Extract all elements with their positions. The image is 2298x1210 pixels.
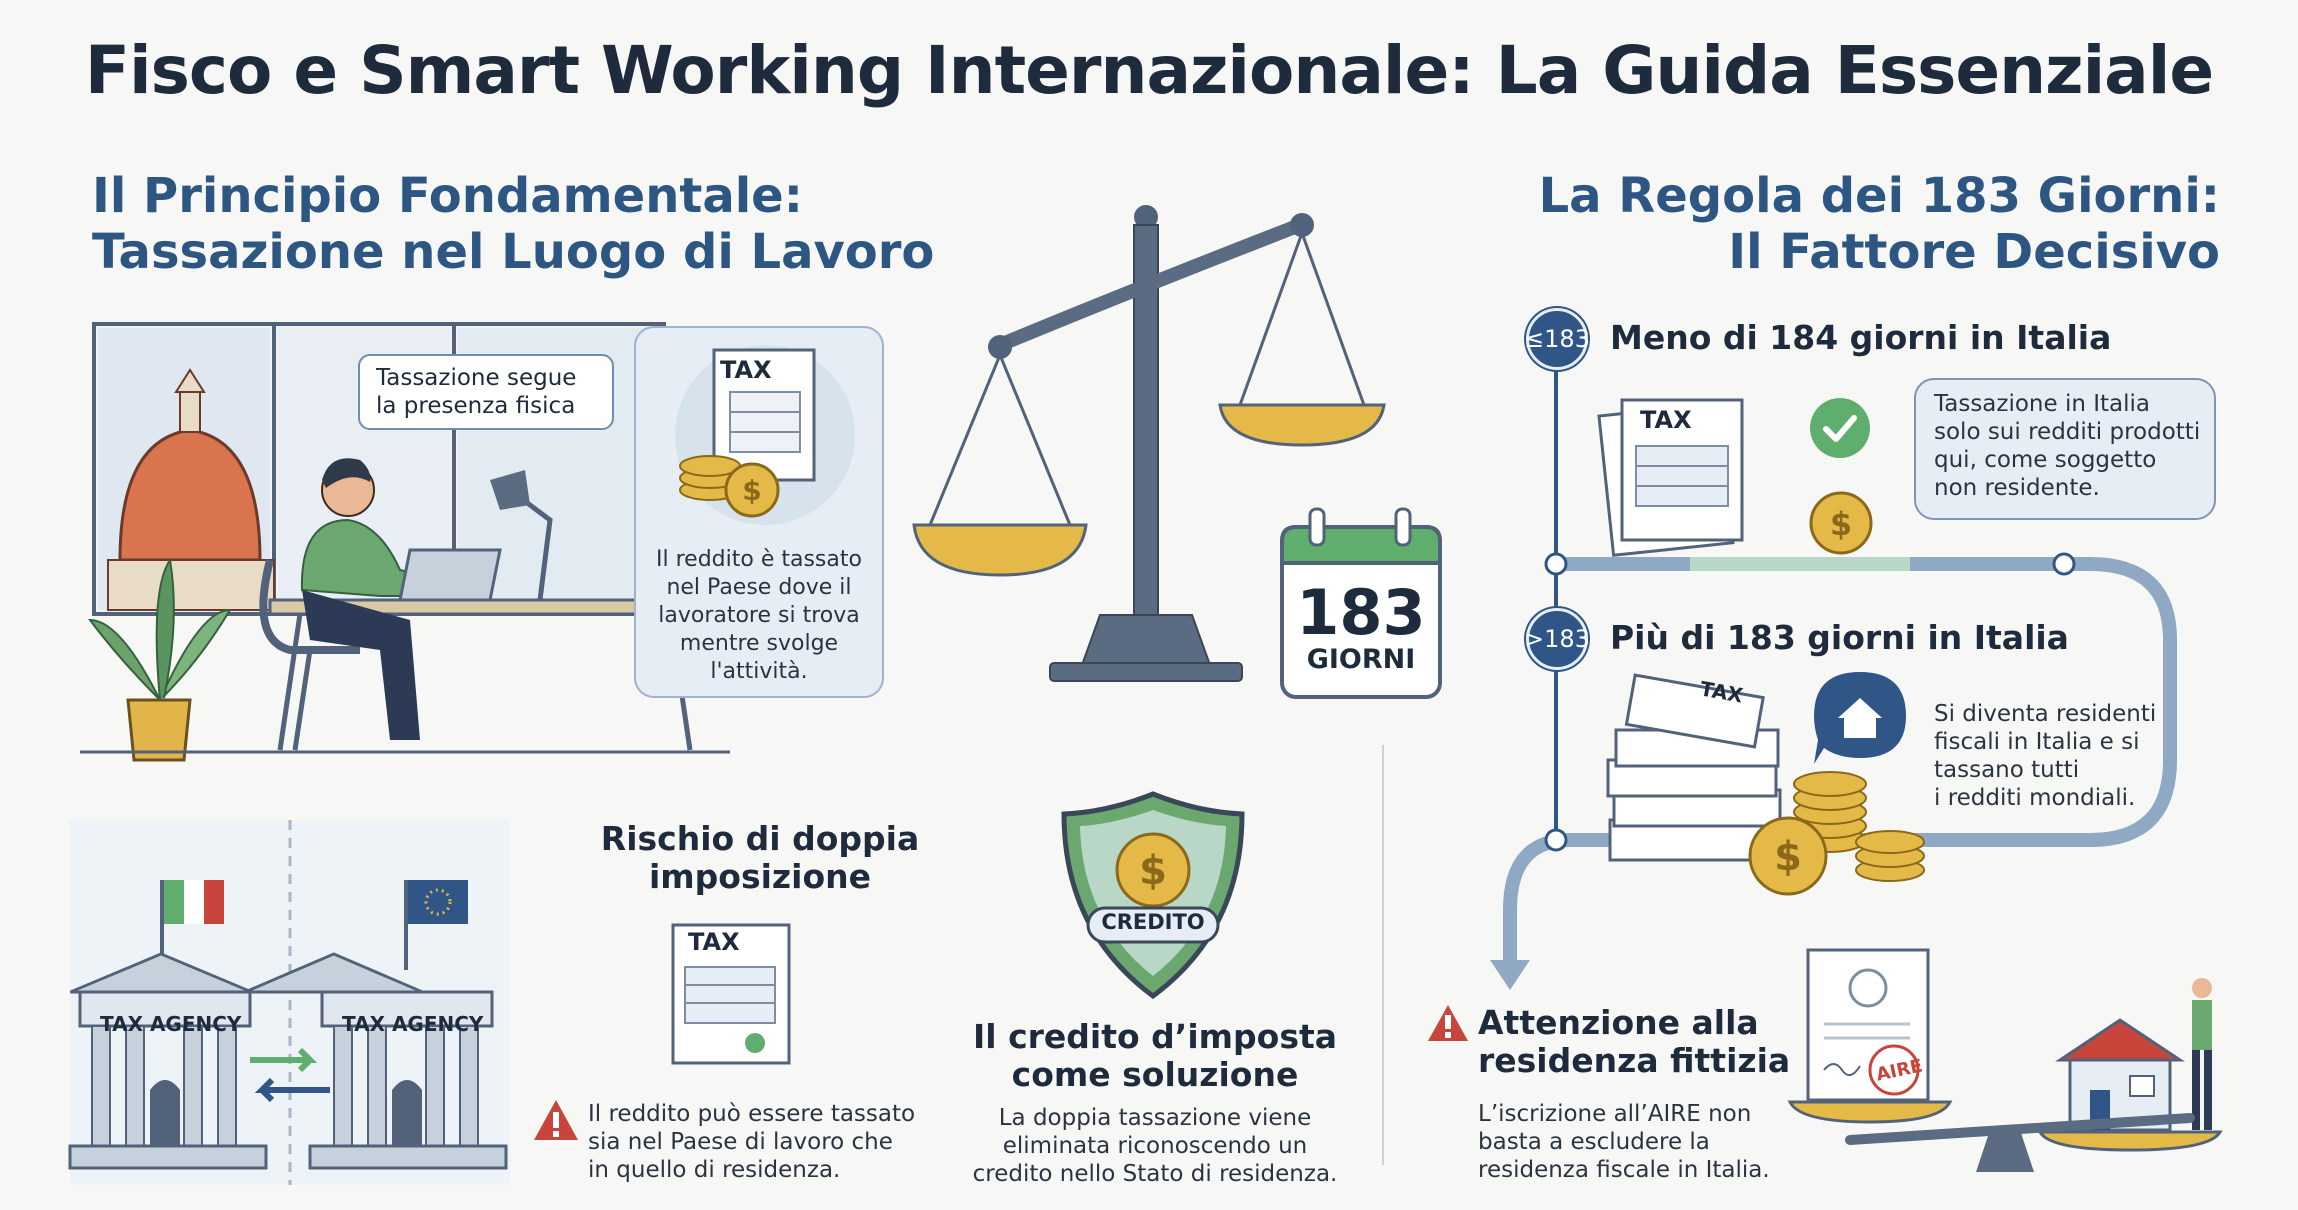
shield-icon <box>1058 790 1248 1000</box>
rule-less-heading: Meno di 184 giorni in Italia <box>1610 318 2112 357</box>
rule-more-description <box>1934 700 2156 812</box>
principle-heading-line2: Tassazione nel Luogo di Lavoro <box>92 224 935 280</box>
vertical-divider <box>1382 745 1384 1165</box>
credit-description <box>960 1104 1350 1188</box>
rule-less-bubble-text <box>1934 390 2200 502</box>
home-icon <box>1810 668 1910 768</box>
rule-less-line: non residente. <box>1934 475 2100 501</box>
credit-shield-label: CREDITO <box>1101 910 1205 934</box>
rule-more-line: i redditi mondiali. <box>1934 785 2136 811</box>
rule-more-line: Si diventa residenti <box>1934 701 2157 727</box>
coin-icon <box>1808 490 1874 556</box>
rule-less-line: qui, come soggetto <box>1934 447 2157 473</box>
double-tax-warning-line: sia nel Paese di lavoro che <box>588 1129 893 1155</box>
fictitious-line: L’iscrizione all’AIRE non <box>1478 1101 1752 1127</box>
rule-heading-line1: La Regola dei 183 Giorni: <box>1538 168 2220 224</box>
fictitious-heading-line: residenza fittizia <box>1478 1041 1791 1080</box>
svg-text:$: $ <box>1829 505 1853 543</box>
rule-less-line: solo sui redditi prodotti <box>1934 419 2201 445</box>
fictitious-line: residenza fiscale in Italia. <box>1478 1157 1770 1183</box>
fictitious-description <box>1478 1100 1770 1184</box>
principle-description <box>636 546 882 686</box>
principle-heading-line1: Il Principio Fondamentale: <box>92 168 803 224</box>
badge-less-183: ≤183 <box>1526 308 1588 370</box>
check-icon <box>1808 396 1872 460</box>
credit-heading-line: come soluzione <box>1011 1055 1299 1094</box>
double-tax-tax-label: TAX <box>688 928 740 956</box>
rule-more-tax-label: TAX <box>1698 676 1745 708</box>
fictitious-heading-line: Attenzione alla <box>1478 1003 1759 1042</box>
principle-desc-line: nel Paese dove il <box>666 575 852 600</box>
svg-text:$: $ <box>742 474 762 507</box>
principle-desc-line: Il reddito è tassato <box>656 547 862 572</box>
rule-heading <box>1420 168 2220 280</box>
warning-icon <box>532 1098 580 1142</box>
tax-agency-right-label: TAX AGENCY <box>342 1012 484 1036</box>
tax-agency-left-label: TAX AGENCY <box>100 1012 242 1036</box>
principle-desc-line: lavoratore si trova <box>658 603 860 628</box>
rule-less-line: Tassazione in Italia <box>1934 391 2151 417</box>
credit-desc-line: eliminata riconoscendo un <box>1002 1133 1308 1159</box>
calendar-unit: GIORNI <box>1306 644 1416 675</box>
rule-more-line: fiscali in Italia e si <box>1934 729 2140 755</box>
principle-desc-line: mentre svolge <box>679 631 839 656</box>
presence-speech-bubble <box>358 354 614 430</box>
svg-text:$: $ <box>1774 834 1802 880</box>
eu-flag-icon <box>408 880 468 924</box>
rule-heading-line2: Il Fattore Decisivo <box>1728 224 2220 280</box>
aire-stamp-label: AIRE <box>1874 1055 1925 1086</box>
fictitious-heading <box>1478 1004 1790 1080</box>
fictitious-line: basta a escludere la <box>1478 1129 1710 1155</box>
double-tax-warning-line: in quello di residenza. <box>588 1157 841 1183</box>
svg-text:$: $ <box>1139 848 1167 894</box>
tax-agencies-illustration <box>70 820 510 1185</box>
main-title: Fisco e Smart Working Internazionale: La Guida Essenziale <box>84 32 2214 109</box>
rule-less-tax-label: TAX <box>1640 406 1692 434</box>
aire-balance-illustration <box>1790 940 2230 1190</box>
credit-heading <box>960 1018 1350 1094</box>
warning-icon-fictitious <box>1426 1003 1470 1043</box>
speech-line2: la presenza fisica <box>376 393 576 419</box>
credit-desc-line: credito nello Stato di residenza. <box>972 1161 1338 1187</box>
double-tax-heading-line: Rischio di doppia <box>600 819 920 858</box>
credit-heading-line: Il credito d’imposta <box>973 1017 1337 1056</box>
principle-heading <box>92 168 934 280</box>
badge-more-183: >183 <box>1526 608 1588 670</box>
double-tax-heading-line: imposizione <box>648 857 871 896</box>
speech-line1: Tassazione segue <box>376 365 577 391</box>
principle-desc-line: l'attività. <box>710 659 808 684</box>
rule-more-heading: Più di 183 giorni in Italia <box>1610 618 2069 657</box>
double-tax-heading <box>560 820 960 896</box>
principle-tax-label: TAX <box>720 356 772 384</box>
rule-more-line: tassano tutti <box>1934 757 2080 783</box>
calendar-number: 183 <box>1296 576 1426 649</box>
double-tax-warning <box>588 1100 915 1184</box>
double-tax-warning-line: Il reddito può essere tassato <box>588 1101 916 1127</box>
credit-desc-line: La doppia tassazione viene <box>998 1105 1312 1131</box>
